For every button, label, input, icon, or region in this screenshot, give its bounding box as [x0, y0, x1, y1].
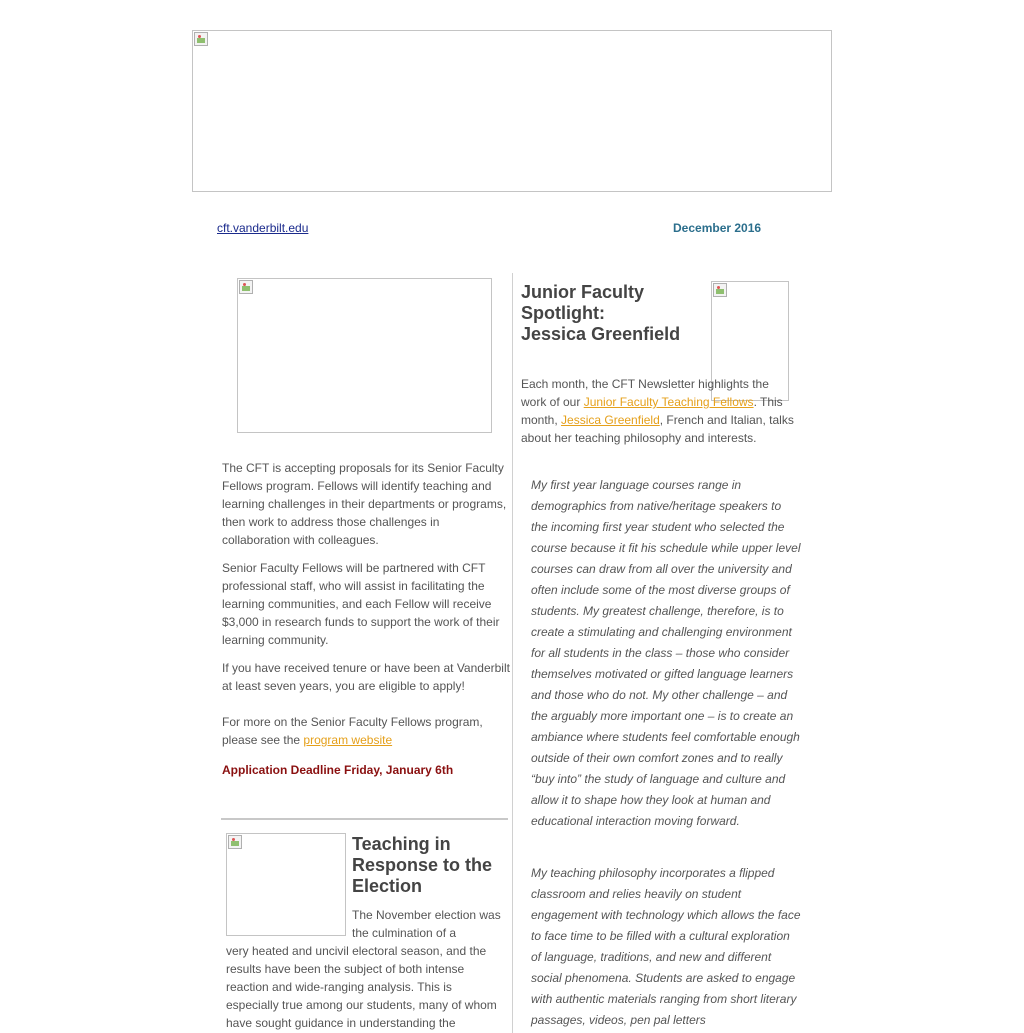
- intro-text: Each month, the CFT Newsletter highlights the work of our: [521, 377, 769, 409]
- site-link[interactable]: cft.vanderbilt.edu: [217, 221, 309, 235]
- intro-text: , French and Italian, talks about her teaching philosophy and interests.: [521, 413, 794, 445]
- election-text-continued: very heated and uncivil electoral season, and the results have been the subject of both intense reaction and wide-ranging analysis. This is especially true among our students, many of whom have sought guidance in understanding the: [226, 944, 497, 1030]
- spotlight-quote: My first year language courses range in demographics from native/heritage speakers to the incoming first year student who selected the course because it fit his schedule while upper level courses can draw from all over the university and often include some of the most diverse groups of students. My greatest challenge, therefore, is to create a stimulating and challenging environment for all students in the class – those who consider themselves motivated or gifted language learners and those who do not. My other challenge – and the arguably more important one – is to create an ambiance where students feel comfortable enough outside of their own comfort zones and to really “buy into” the study of language and culture and allow it to shape how they look at human and educational interaction moving forward.: [531, 478, 801, 828]
- election-text: The November election was the culmination of a: [352, 908, 501, 940]
- junior-fellows-link[interactable]: Junior Faculty Teaching Fellows: [583, 395, 754, 409]
- column-divider: [512, 273, 513, 1033]
- spotlight-title-line: Jessica Greenfield: [521, 324, 681, 344]
- application-deadline: Application Deadline Friday, January 6th: [222, 763, 454, 777]
- header-banner-image: [192, 30, 832, 192]
- senior-fellows-paragraph: The CFT is accepting proposals for its Senior Faculty Fellows program. Fellows will identify teaching and learning challenges in their departments or programs, then work to address those challenges in collaboration with colleagues.: [222, 461, 507, 547]
- senior-fellows-paragraph: If you have received tenure or have been at Vanderbilt at least seven years, you are eligible to apply!: [222, 661, 510, 693]
- senior-fellows-image: [237, 278, 492, 433]
- broken-image-icon: [713, 283, 727, 297]
- spotlight-title-line: Spotlight:: [521, 303, 605, 323]
- more-text: For more on the Senior Faculty Fellows program, please see the: [222, 715, 483, 747]
- intro-text: . This month,: [521, 395, 783, 427]
- broken-image-icon: [194, 32, 208, 46]
- senior-fellows-article: [222, 459, 510, 779]
- spotlight-intro: [521, 375, 796, 447]
- jessica-greenfield-link[interactable]: Jessica Greenfield: [561, 413, 660, 427]
- program-website-link[interactable]: program website: [303, 733, 393, 747]
- election-image: [226, 833, 346, 936]
- spotlight-quote: My teaching philosophy incorporates a flipped classroom and relies heavily on student engagement with technology which allows the face to face time to be filled with a cultural exploration of language, traditions, and new and different social phenomena. Students are asked to engage with authentic materials ranging from short literary passages, videos, pen pal letters: [531, 866, 801, 1027]
- spotlight-title-line: Junior Faculty: [521, 282, 645, 302]
- election-title: Teaching in Response to the Election: [352, 834, 493, 896]
- issue-date: December 2016: [673, 221, 762, 235]
- broken-image-icon: [228, 835, 242, 849]
- senior-fellows-more: [222, 713, 510, 749]
- section-divider: [221, 818, 508, 820]
- senior-fellows-paragraph: Senior Faculty Fellows will be partnered with CFT professional staff, who will assist in facilitating the learning communities, and each Fellow will receive $3,000 in research funds to support the work of their learning community.: [222, 561, 500, 647]
- spotlight-title: [521, 282, 706, 345]
- broken-image-icon: [239, 280, 253, 294]
